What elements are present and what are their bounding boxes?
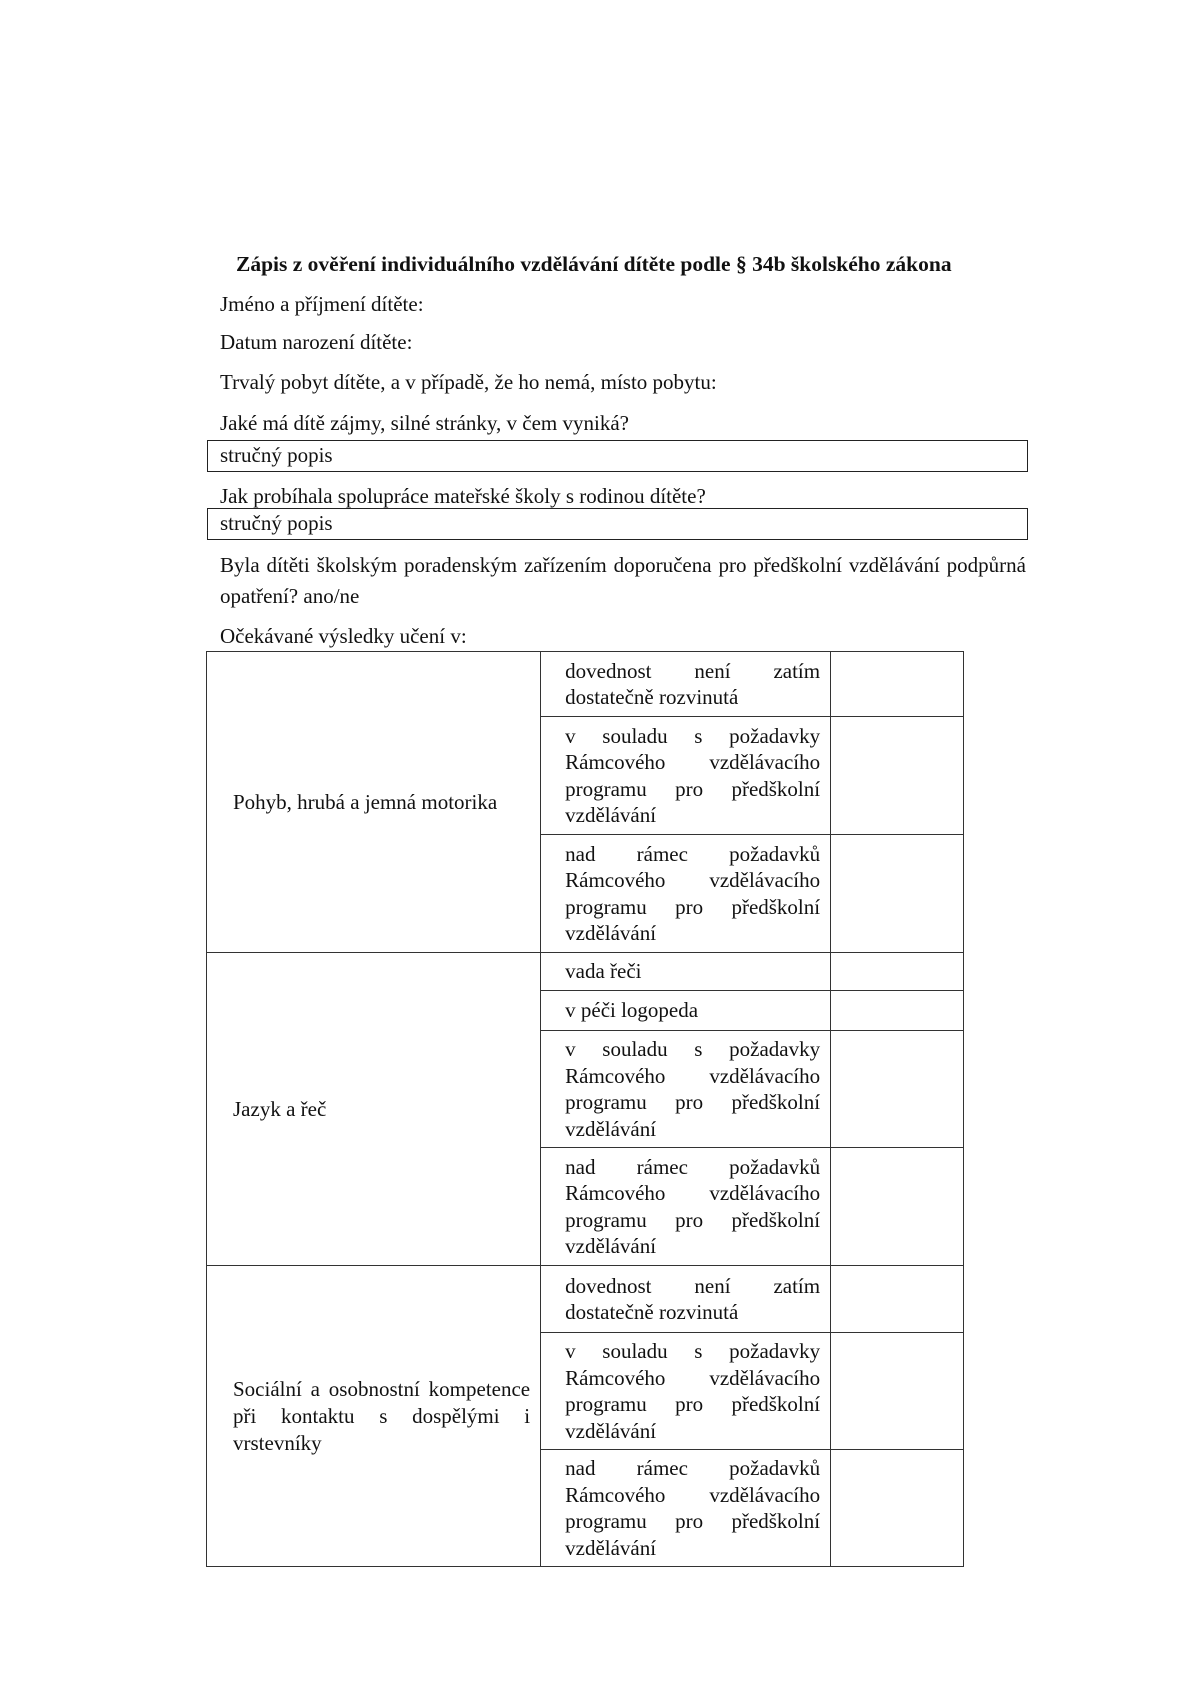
table-row [207, 953, 964, 991]
mark-cell[interactable] [831, 1031, 964, 1148]
interests-answer: stručný popis [220, 443, 333, 467]
level-label: nad rámec požadavků Rámcového vzdělávacího programu pro předškolní vzdělávání [565, 1154, 821, 1258]
level-label: vada řeči [565, 959, 642, 984]
level-cell [541, 1148, 831, 1266]
level-label: nad rámec požadavků Rámcového vzdělávacího programu pro předškolní vzdělávání [565, 1456, 821, 1560]
cooperation-answer-box[interactable] [207, 508, 1028, 540]
mark-cell[interactable] [831, 652, 964, 717]
mark-cell[interactable] [831, 1266, 964, 1333]
cooperation-answer: stručný popis [220, 511, 333, 535]
area-cell [207, 652, 541, 953]
support-measures-question: Byla dítěti školským poradenským zařízením doporučena pro předškolní vzdělávání podpůrná opatření? ano/ne [220, 553, 1026, 608]
level-label: v souladu s požadavky Rámcového vzdělávacího programu pro předškolní vzdělávání [565, 1037, 821, 1141]
level-cell [541, 652, 831, 717]
level-label: v souladu s požadavky Rámcového vzdělávacího programu pro předškolní vzdělávání [565, 1339, 821, 1443]
area-label: Pohyb, hrubá a jemná motorika [233, 789, 498, 814]
mark-cell[interactable] [831, 953, 964, 991]
interests-answer-box[interactable] [207, 440, 1028, 472]
cooperation-question: Jak probíhala spolupráce mateřské školy s rodinou dítěte? [220, 484, 706, 508]
mark-cell[interactable] [831, 1450, 964, 1567]
level-cell [541, 1333, 831, 1450]
outcomes-table [206, 651, 964, 1567]
child-name-field: Jméno a příjmení dítěte: [220, 292, 424, 316]
area-cell [207, 1266, 541, 1567]
mark-cell[interactable] [831, 717, 964, 835]
document-title: Zápis z ověření individuálního vzdělávání dítěte podle § 34b školského zákona [236, 252, 952, 276]
level-cell [541, 1031, 831, 1148]
level-label: dovednost není zatím dostatečně rozvinutá [565, 1273, 821, 1324]
level-cell [541, 1266, 831, 1333]
level-cell [541, 835, 831, 953]
mark-cell[interactable] [831, 1333, 964, 1450]
residence-field: Trvalý pobyt dítěte, a v případě, že ho nemá, místo pobytu: [220, 370, 717, 394]
interests-question: Jaké má dítě zájmy, silné stránky, v čem vyniká? [220, 411, 629, 435]
level-label: nad rámec požadavků Rámcového vzdělávacího programu pro předškolní vzdělávání [565, 841, 821, 945]
area-label: Jazyk a řeč [233, 1096, 327, 1121]
level-label: v péči logopeda [565, 998, 699, 1023]
mark-cell[interactable] [831, 991, 964, 1031]
mark-cell[interactable] [831, 835, 964, 953]
table-row [207, 652, 964, 717]
birth-date-field: Datum narození dítěte: [220, 330, 413, 354]
level-cell [541, 717, 831, 835]
area-label: Sociální a osobnostní kompetence při kontaktu s dospělými i vrstevníky [233, 1376, 531, 1455]
outcomes-label: Očekávané výsledky učení v: [220, 624, 467, 648]
level-label: dovednost není zatím dostatečně rozvinutá [565, 658, 821, 709]
level-cell [541, 953, 831, 991]
level-cell [541, 991, 831, 1031]
level-label: v souladu s požadavky Rámcového vzdělávacího programu pro předškolní vzdělávání [565, 723, 821, 827]
level-cell [541, 1450, 831, 1567]
mark-cell[interactable] [831, 1148, 964, 1266]
table-row [207, 1266, 964, 1333]
area-cell [207, 953, 541, 1266]
